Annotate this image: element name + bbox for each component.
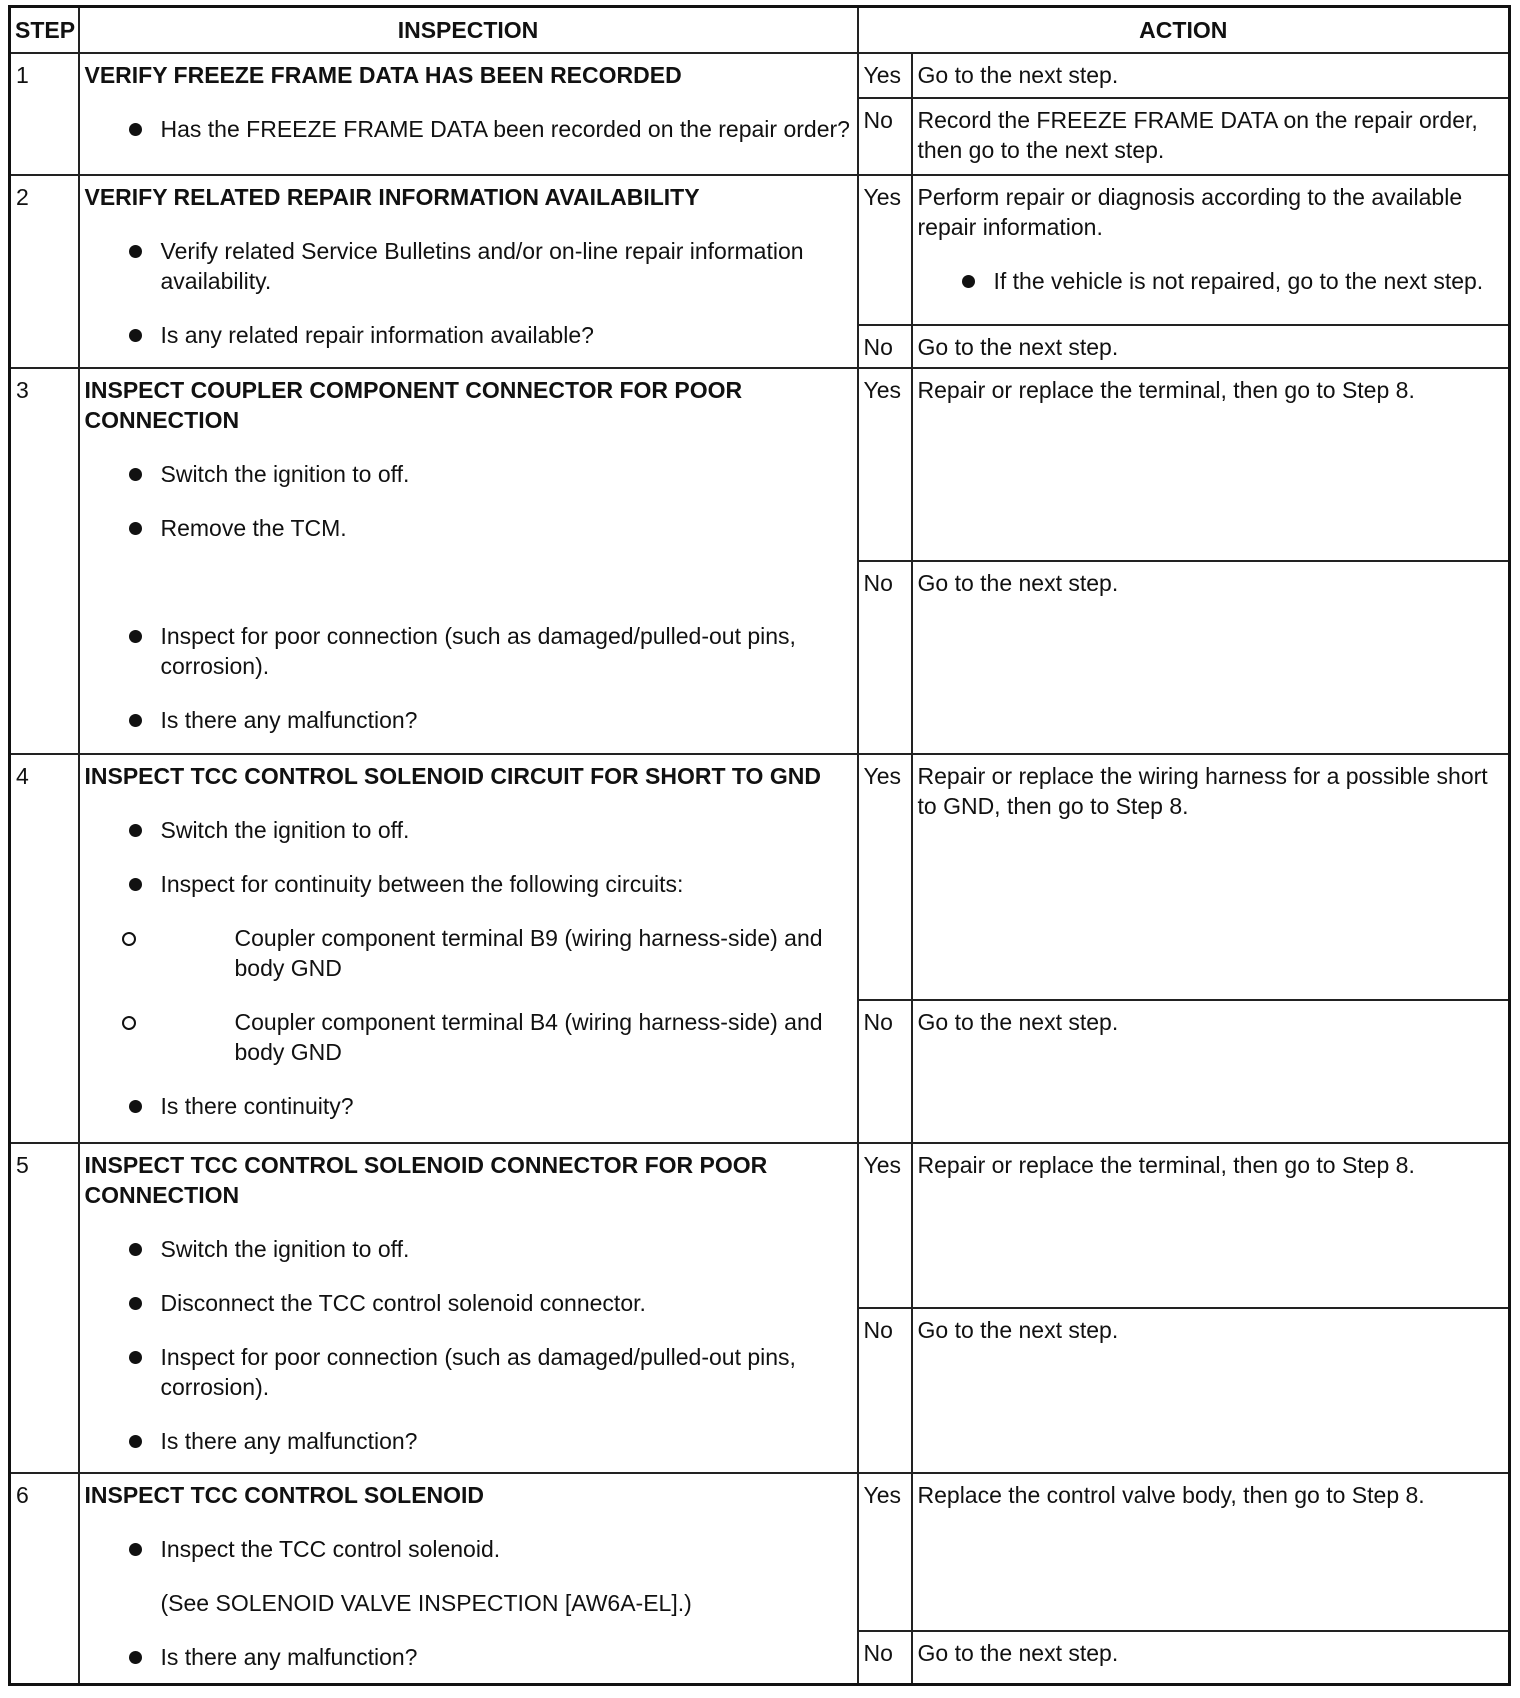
step-title: INSPECT TCC CONTROL SOLENOID CONNECTOR FOR POOR CONNECTION (84, 1152, 768, 1209)
step-title: INSPECT TCC CONTROL SOLENOID (84, 1481, 485, 1508)
table-header-row (10, 7, 1510, 53)
yes-label: Yes (858, 53, 912, 99)
yes-action: Perform repair or diagnosis according to the available repair information. (917, 183, 1463, 240)
sub-bullet-text: Coupler component terminal B4 (wiring harness-side) and body GND (234, 1008, 823, 1065)
yes-action: Repair or replace the terminal, then go to Step 8. (912, 368, 1510, 561)
step-number: 6 (10, 1473, 79, 1685)
blank-spacer (85, 567, 852, 621)
yes-label: Yes (858, 1473, 912, 1632)
sub-bullet (85, 923, 852, 983)
yes-label: Yes (858, 175, 912, 325)
no-label: No (858, 325, 912, 369)
yes-label: Yes (858, 754, 912, 1001)
step-title: INSPECT TCC CONTROL SOLENOID CIRCUIT FOR SHORT TO GND (84, 762, 821, 789)
step-title: INSPECT COUPLER COMPONENT CONNECTOR FOR POOR CONNECTION (84, 377, 743, 434)
no-action: Go to the next step. (912, 1000, 1510, 1143)
inspection-bullet: Is any related repair information available? (85, 320, 852, 350)
step-number: 4 (10, 754, 79, 1143)
inspection-bullet: Verify related Service Bulletins and/or on-line repair information availability. (85, 236, 852, 296)
yes-label: Yes (858, 1143, 912, 1308)
inspection-bullet: Inspect for poor connection (such as damaged/pulled-out pins, corrosion). (85, 1342, 852, 1402)
inspection-cell (79, 175, 858, 369)
inspection-cell (79, 1473, 858, 1685)
inspection-cell (79, 754, 858, 1143)
table-row (10, 1473, 1510, 1632)
inspection-bullet: Is there any malfunction? (85, 705, 852, 735)
inspection-bullet: Switch the ignition to off. (85, 459, 852, 489)
yes-action: Replace the control valve body, then go to Step 8. (912, 1473, 1510, 1632)
inspection-bullet: Remove the TCM. (85, 513, 852, 543)
inspection-cell (79, 53, 858, 175)
inspection-bullet: Is there any malfunction? (85, 1642, 852, 1672)
inspection-cell (79, 368, 858, 753)
inspection-bullet: Inspect for poor connection (such as damaged/pulled-out pins, corrosion). (85, 621, 852, 681)
inspection-bullet-text: Inspect for continuity between the following circuits: (160, 870, 684, 897)
no-label: No (858, 1308, 912, 1473)
no-action: Go to the next step. (912, 1308, 1510, 1473)
inspection-bullet: Disconnect the TCC control solenoid connector. (85, 1288, 852, 1318)
no-label: No (858, 561, 912, 754)
step-title: VERIFY FREEZE FRAME DATA HAS BEEN RECORDED (84, 61, 682, 88)
step-column-header: STEP (10, 7, 79, 53)
table-row (10, 53, 1510, 99)
diagnostic-procedure-table (8, 5, 1511, 1686)
inspection-column-header: INSPECTION (79, 7, 858, 53)
no-label: No (858, 1000, 912, 1143)
yes-label: Yes (858, 368, 912, 561)
inspection-bullet: Inspect the TCC control solenoid. (85, 1534, 852, 1564)
step-number: 2 (10, 175, 79, 369)
yes-action: Go to the next step. (912, 53, 1510, 99)
step-number: 3 (10, 368, 79, 753)
inspection-cell (79, 1143, 858, 1472)
no-label: No (858, 98, 912, 175)
no-action: Go to the next step. (912, 325, 1510, 369)
table-row (10, 1143, 1510, 1308)
yes-action-cell (912, 175, 1510, 325)
inspection-bullet: Switch the ignition to off. (85, 815, 852, 845)
table-row (10, 175, 1510, 325)
sub-bullet (85, 1007, 852, 1067)
yes-action: Repair or replace the terminal, then go to Step 8. (912, 1143, 1510, 1308)
no-action: Record the FREEZE FRAME DATA on the repair order, then go to the next step. (912, 98, 1510, 175)
sub-bullet-text: Coupler component terminal B9 (wiring harness-side) and body GND (234, 924, 823, 981)
step-number: 5 (10, 1143, 79, 1472)
step-number: 1 (10, 53, 79, 175)
inspection-bullet: Switch the ignition to off. (85, 1234, 852, 1264)
inspection-bullet (85, 869, 852, 1067)
no-action: Go to the next step. (912, 1631, 1510, 1684)
action-bullet: If the vehicle is not repaired, go to the next step. (918, 266, 1504, 296)
table-row (10, 368, 1510, 561)
action-column-header: ACTION (858, 7, 1510, 53)
step-title: VERIFY RELATED REPAIR INFORMATION AVAILABILITY (84, 183, 700, 210)
no-action: Go to the next step. (912, 561, 1510, 754)
yes-action: Repair or replace the wiring harness for a possible short to GND, then go to Step 8. (912, 754, 1510, 1001)
no-label: No (858, 1631, 912, 1684)
inspection-bullet: Has the FREEZE FRAME DATA been recorded on the repair order? (85, 114, 852, 144)
table-row (10, 754, 1510, 1001)
inspection-bullet: Is there continuity? (85, 1091, 852, 1121)
inspection-bullet: Is there any malfunction? (85, 1426, 852, 1456)
reference-note: (See SOLENOID VALVE INSPECTION [AW6A-EL].) (160, 1589, 692, 1616)
